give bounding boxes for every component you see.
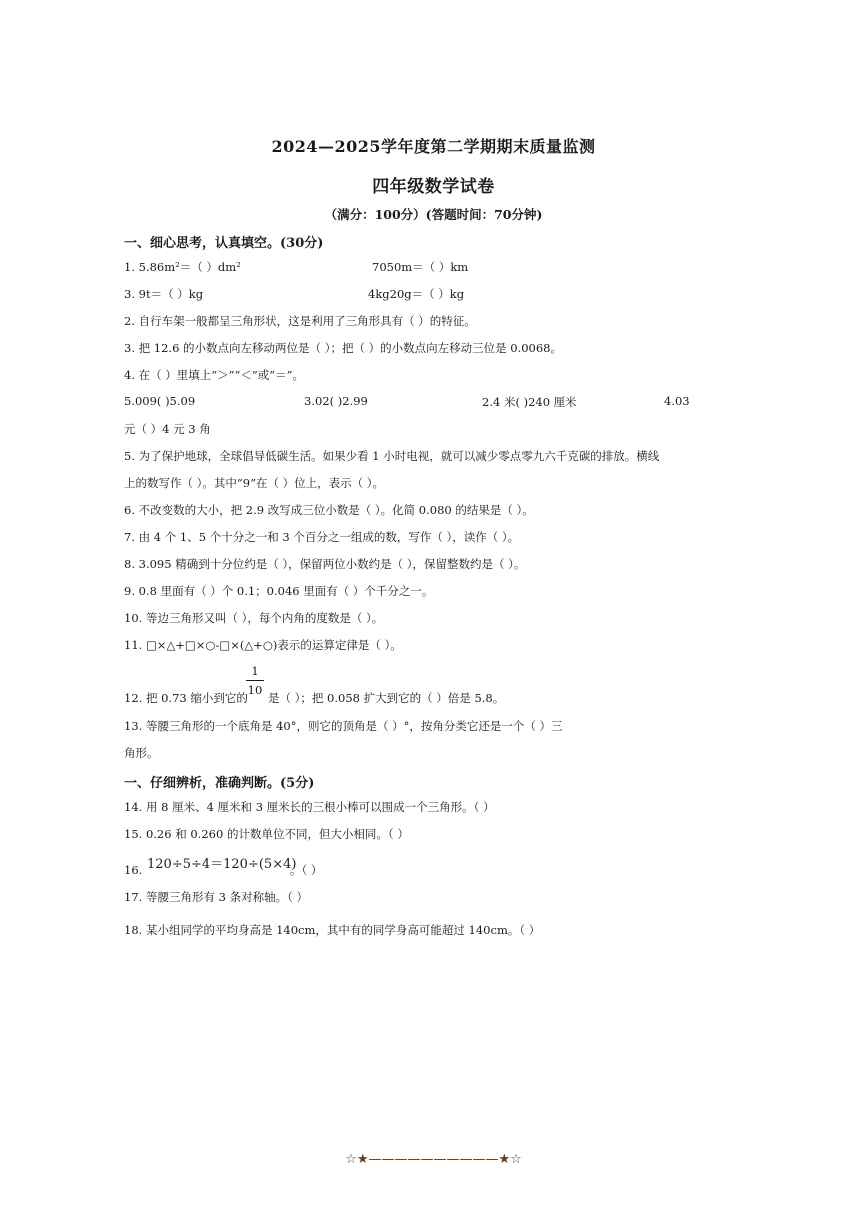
- question-4-compare-3: 2.4 米( )240 厘米: [482, 395, 577, 409]
- fraction-one-tenth: [246, 664, 264, 697]
- section-judge-title: 一、仔细辨析，准确判断。(5分): [124, 776, 315, 791]
- question-12a: 12. 把 0.73 缩小到它的: [124, 691, 248, 705]
- question-4: 4. 在（ ）里填上“＞”“＜”或“＝”。: [124, 368, 305, 382]
- question-8: 8. 3.095 精确到十分位约是（ ），保留两位小数约是（ ），保留整数约是（ ）。: [124, 557, 526, 571]
- question-4-compare-2: 3.02( )2.99: [304, 394, 368, 408]
- question-6: 6. 不改变数的大小，把 2.9 改写成三位小数是（ ）。化简 0.080 的结果是（ ）。: [124, 503, 534, 517]
- question-4-compare-4-cont: 元（ ）4 元 3 角: [124, 422, 211, 436]
- question-10: 10. 等边三角形又叫（ ），每个内角的度数是（ ）。: [124, 611, 384, 625]
- question-2: 2. 自行车架一般都呈三角形状，这是利用了三角形具有（ ）的特征。: [124, 314, 476, 328]
- question-12b: 是（ ）；把 0.058 扩大到它的（ ）倍是 5.8。: [268, 691, 505, 705]
- question-3: 3. 把 12.6 的小数点向左移动两位是（ ）；把（ ）的小数点向左移动三位是 0.0068。: [124, 341, 562, 355]
- fraction-denominator: 10: [247, 683, 263, 697]
- question-3b: 4kg20g＝（ ）kg: [368, 287, 465, 301]
- question-16-number: 16.: [124, 863, 143, 877]
- question-4-compare-1: 5.009( )5.09: [124, 394, 196, 408]
- question-5b: 上的数写作（ ）。其中“9”在（ ）位上，表示（ ）。: [124, 476, 385, 490]
- question-18: 18. 某小组同学的平均身高是 140cm，其中有的同学身高可能超过 140cm。（ ）: [124, 923, 541, 937]
- question-13a: 13. 等腰三角形的一个底角是 40°，则它的顶角是（ ）°，按角分类它还是一个（ ）三: [124, 719, 563, 733]
- question-11: 11. □×△+□×○-□×(△+○)表示的运算定律是（ ）。: [124, 638, 402, 652]
- exam-title: 2024—2025学年度第二学期期末质量监测: [271, 137, 596, 156]
- question-9: 9. 0.8 里面有（ ）个 0.1；0.046 里面有（ ）个千分之一。: [124, 584, 434, 598]
- question-16-formula: 120÷5÷4＝120÷(5×4): [147, 857, 297, 872]
- question-14: 14. 用 8 厘米、4 厘米和 3 厘米长的三根小棒可以围成一个三角形。（ ）: [124, 800, 495, 814]
- section-fill-in-title: 一、细心思考，认真填空。(30分): [124, 236, 324, 251]
- question-15: 15. 0.26 和 0.260 的计数单位不同，但大小相同。（ ）: [124, 827, 409, 841]
- question-13b: 角形。: [124, 746, 159, 760]
- question-4-compare-4: 4.03: [664, 394, 690, 408]
- exam-meta: （满分：100分）(答题时间：70分钟): [324, 207, 543, 222]
- question-1a: 1. 5.86m²＝（ ）dm²: [124, 260, 241, 274]
- footer-decoration: ☆★——————————★☆: [345, 1152, 522, 1167]
- question-7: 7. 由 4 个 1、5 个十分之一和 3 个百分之一组成的数，写作（ ），读作（ ）。: [124, 530, 520, 544]
- question-16-tail: 。（ ）: [290, 863, 323, 877]
- question-17: 17. 等腰三角形有 3 条对称轴。（ ）: [124, 890, 308, 904]
- fraction-numerator: 1: [246, 664, 264, 681]
- question-5a: 5. 为了保护地球，全球倡导低碳生活。如果少看 1 小时电视，就可以减少零点零九六千克碳的排放。横线: [124, 449, 660, 463]
- exam-subject: 四年级数学试卷: [372, 177, 495, 197]
- question-3a: 3. 9t＝（ ）kg: [124, 287, 204, 301]
- question-1b: 7050m＝（ ）km: [372, 260, 469, 274]
